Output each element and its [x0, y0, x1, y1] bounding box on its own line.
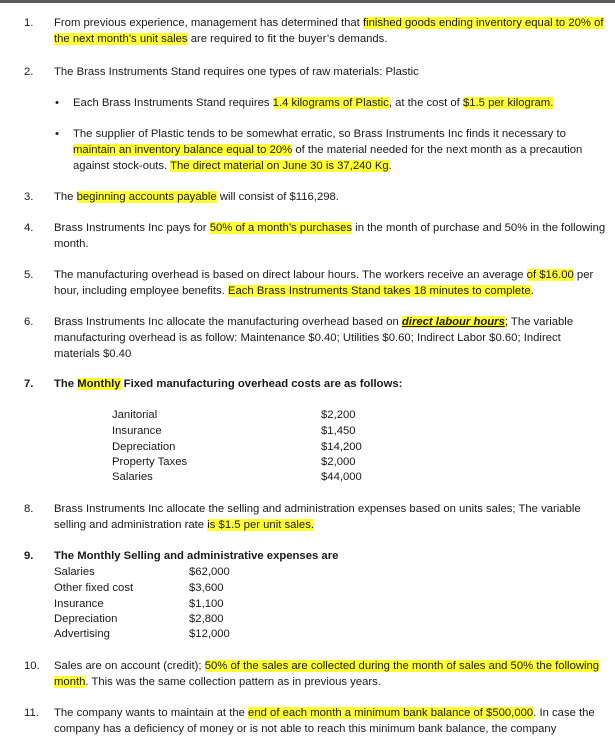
- item-number: 3.: [24, 191, 34, 203]
- item-text: [54, 658, 609, 690]
- highlighted-text: $1.5 per kilogram.: [462, 97, 554, 109]
- table-label: Salaries: [112, 471, 153, 483]
- table-value: $1,450: [321, 425, 356, 437]
- text-segment: will consist of $116,298.: [216, 191, 339, 203]
- item-text: [54, 501, 609, 533]
- text-segment: Fixed manufacturing overhead costs are as follows:: [120, 378, 403, 390]
- text-segment: .: [530, 285, 534, 297]
- highlighted-text: maintain an inventory balance equal to 20%: [73, 144, 293, 156]
- highlighted-text: 1.4 kilograms of Plastic: [272, 97, 389, 109]
- text-segment: From previous experience, management has determined that: [54, 17, 363, 29]
- text-segment: per hour, including employee benefits.: [54, 269, 594, 297]
- item-number: 7.: [24, 378, 34, 390]
- bullet-dot: •: [55, 97, 59, 109]
- table-value: $3,600: [189, 582, 224, 594]
- bullet-text: [73, 126, 605, 174]
- text-segment: Sales are on account (credit);: [54, 660, 205, 672]
- item-text: [54, 548, 609, 564]
- table-value: $2,200: [321, 409, 356, 421]
- text-segment: in the month of purchase and 50% in the following month.: [54, 222, 606, 250]
- highlighted-text: direct labour hours: [401, 316, 505, 328]
- highlighted-text: is $1.5 per unit sales.: [207, 519, 314, 531]
- text-segment: The company wants to maintain at the: [54, 707, 249, 719]
- text-segment: Brass Instruments Inc allocate the selling and administration expenses based on units sales; The variable selling and administration rate: [54, 503, 581, 531]
- text-segment: The manufacturing overhead is based on direct labour hours. The workers receive an average: [54, 269, 527, 281]
- item-text: [54, 376, 609, 392]
- item-number: 11.: [24, 707, 39, 719]
- text-segment: The: [54, 378, 78, 390]
- table-label: Janitorial: [112, 409, 158, 421]
- highlighted-text: 50% of a month’s purchases: [209, 222, 353, 234]
- item-text: [54, 314, 609, 362]
- text-segment: ; The variable manufacturing overhead is as follow: Maintenance $0.40; Utilities $0.60; Indirect Labor $0.60; Indirect materials $0.40: [54, 316, 574, 360]
- table-label: Depreciation: [112, 441, 176, 453]
- table-label: Salaries: [54, 566, 95, 578]
- table-label: Insurance: [112, 425, 162, 437]
- text-segment: Each Brass Instruments Stand requires: [73, 97, 273, 109]
- item-number: 6.: [24, 316, 34, 328]
- text-segment: . This was the same collection pattern as in previous years.: [85, 676, 381, 688]
- table-label: Advertising: [54, 628, 110, 640]
- item-text: [54, 220, 609, 252]
- table-value: $1,100: [189, 598, 224, 610]
- item-text: [54, 64, 609, 80]
- text-segment: The: [54, 191, 77, 203]
- table-value: $44,000: [321, 471, 362, 483]
- table-value: $2,800: [189, 613, 224, 625]
- bullet-text: [73, 95, 605, 111]
- item-number: 10.: [24, 660, 40, 672]
- text-segment: Brass Instruments Inc pays for: [54, 222, 210, 234]
- item-number: 8.: [24, 503, 34, 515]
- item-text: [54, 189, 609, 205]
- bullet-dot: •: [55, 128, 59, 140]
- text-segment: are required to fit the buyer’s demands.: [187, 33, 388, 45]
- table-value: $14,200: [321, 441, 362, 453]
- item-number: 2.: [24, 66, 34, 78]
- table-label: Other fixed cost: [54, 582, 134, 594]
- table-label: Depreciation: [54, 613, 118, 625]
- highlighted-text: The direct material on June 30 is 37,240 Kg: [170, 160, 389, 172]
- highlighted-text: finished goods ending inventory equal to 20% of the next month’s unit sales: [54, 17, 604, 45]
- table-value: $62,000: [189, 566, 230, 578]
- text-segment: The supplier of Plastic tends to be somewhat erratic, so Brass Instruments Inc finds it necessary to: [73, 128, 566, 140]
- text-segment: . In case the company has a deficiency of money or is not able to reach this minimum bank balance, the company: [54, 707, 595, 735]
- item-text: [54, 705, 609, 737]
- text-segment: The Monthly Selling and administrative expenses are: [54, 550, 339, 562]
- highlighted-text: of $16.00: [526, 269, 574, 281]
- item-number: 9.: [24, 550, 34, 562]
- highlighted-text: beginning accounts payable: [76, 191, 217, 203]
- table-label: Insurance: [54, 598, 104, 610]
- text-segment: of the material needed for the next month as a precaution against stock-outs.: [73, 144, 583, 172]
- table-value: $12,000: [189, 628, 230, 640]
- item-number: 4.: [24, 222, 34, 234]
- table-label: Property Taxes: [112, 456, 188, 468]
- text-segment: The Brass Instruments Stand requires one types of raw materials: Plastic: [54, 66, 419, 78]
- text-segment: Brass Instruments Inc allocate the manufacturing overhead based on: [54, 316, 402, 328]
- highlighted-text: Each Brass Instruments Stand takes 18 minutes to complete: [227, 285, 531, 297]
- table-value: $2,000: [321, 456, 356, 468]
- highlighted-text: Monthly: [77, 378, 121, 390]
- text-segment: .: [388, 160, 392, 172]
- item-text: [54, 267, 609, 299]
- highlighted-text: 50% of the sales are collected during the month of sales and 50% the following month: [54, 660, 600, 688]
- item-number: 1.: [24, 17, 34, 29]
- item-number: 5.: [24, 269, 34, 281]
- item-text: [54, 15, 609, 47]
- highlighted-text: end of each month a minimum bank balance of $500,000: [248, 707, 534, 719]
- text-segment: , at the cost of: [388, 97, 463, 109]
